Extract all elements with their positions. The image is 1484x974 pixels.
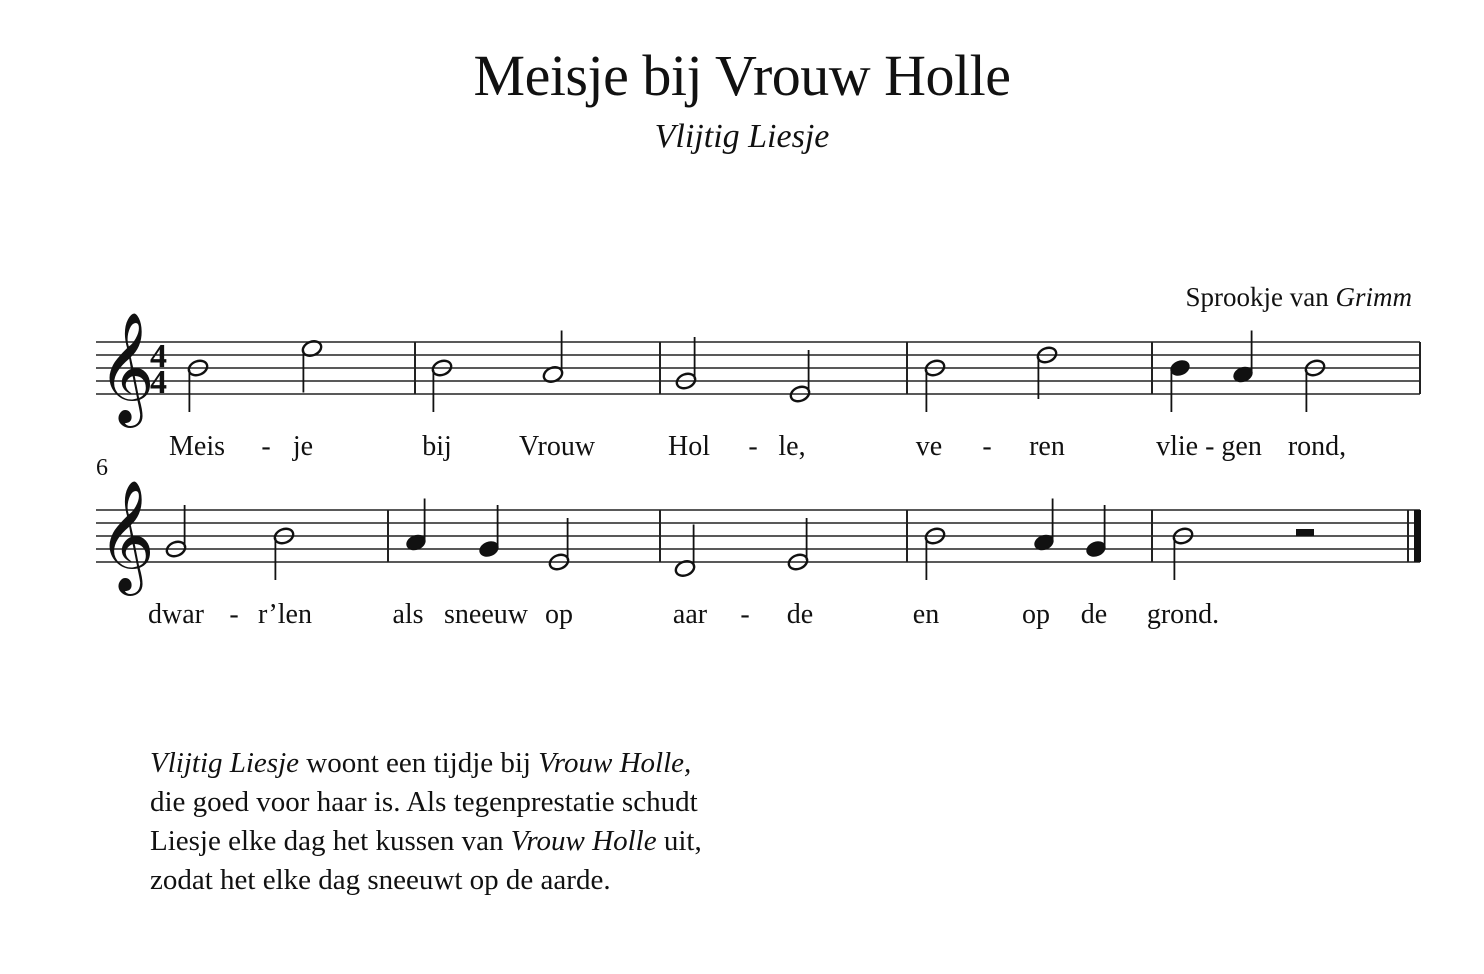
story-line <box>150 744 702 783</box>
lyric-syllable: grond. <box>1146 599 1220 630</box>
lyric-syllable: dwar <box>148 599 204 630</box>
staff-system-2 <box>96 455 1421 630</box>
lyric-syllable: - <box>740 599 750 630</box>
lyric-syllable: Vrouw <box>518 431 596 462</box>
story-line <box>150 861 702 900</box>
lyric-syllable: de <box>1080 599 1108 630</box>
lyric-syllable: le, <box>778 431 806 462</box>
half-rest <box>1296 529 1314 536</box>
song-title: Meisje bij Vrouw Holle <box>473 43 1011 108</box>
lyric-syllable: bij <box>422 431 452 462</box>
staff-system-1 <box>96 311 1420 462</box>
lyric-syllable: op <box>1022 599 1050 630</box>
song-subtitle: Vlijtig Liesje <box>654 118 830 155</box>
lyric-syllable: sneeuw <box>444 599 528 630</box>
lyric-syllable: - <box>229 599 239 630</box>
story-span: Liesje elke dag het kussen van <box>150 825 511 857</box>
story-span: Vrouw Holle, <box>538 747 692 779</box>
lyric-syllable: rond, <box>1287 431 1347 462</box>
lyric-syllable: als <box>392 599 424 630</box>
lyric-syllable: vlie - gen <box>1156 431 1262 462</box>
lyric-syllable: r’len <box>258 599 312 630</box>
time-signature-bottom: 4 <box>150 364 167 401</box>
time-signature-top: 4 <box>150 338 167 375</box>
treble-clef-icon: 𝄞 <box>98 311 155 423</box>
story-line <box>150 822 702 861</box>
credit-prefix: Sprookje van <box>1185 282 1336 312</box>
story-text <box>150 744 702 900</box>
lyric-syllable: ren <box>1029 431 1065 462</box>
final-barline <box>1414 510 1421 562</box>
story-span: die goed voor haar is. Als tegenprestatie schudt <box>150 786 698 818</box>
lyric-syllable: je <box>292 431 314 462</box>
lyric-syllable: de <box>786 599 814 630</box>
lyric-syllable: - <box>982 431 992 462</box>
lyric-syllable: ve <box>915 431 943 462</box>
lyric-syllable: en <box>912 599 940 630</box>
lyric-syllable: aar <box>672 599 708 630</box>
measure-number: 6 <box>96 455 108 481</box>
lyric-syllable: op <box>545 599 573 630</box>
lyric-syllable: Meis <box>169 431 225 462</box>
story-span: zodat het elke dag sneeuwt op de aarde. <box>150 864 611 896</box>
story-span: Vlijtig Liesje <box>150 747 300 779</box>
lyric-syllable: - <box>261 431 271 462</box>
lyric-syllable: Hol <box>668 431 710 462</box>
treble-clef-icon: 𝄞 <box>98 479 155 591</box>
story-span: woont een tijdje bij <box>299 747 539 779</box>
lyric-syllable: - <box>748 431 758 462</box>
story-span: Vrouw Holle <box>510 825 657 857</box>
credit-name: Grimm <box>1335 282 1412 312</box>
story-span: uit, <box>656 825 702 857</box>
story-line <box>150 783 702 822</box>
